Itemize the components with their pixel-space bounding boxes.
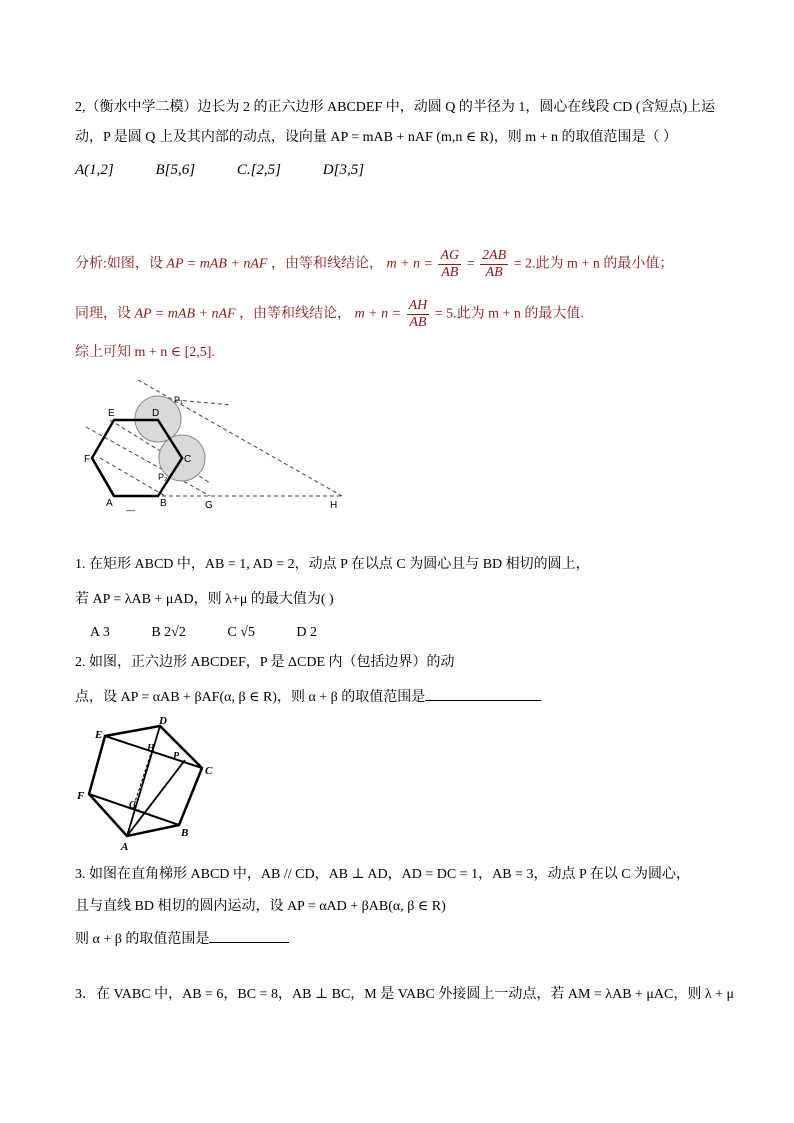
q3-line3: 则 α + β 的取值范围是 [75, 928, 289, 950]
q1-option-b: B 2√2 [151, 625, 186, 640]
problem-statement-line2: 动，P 是圆 Q 上及其内部的动点，设向量 AP = mAB + nAF (m,n ∈ R)，则 m + n 的取值范围是（ ） [75, 130, 677, 145]
q2-line2: 点，设 AP = αAB + βAF(α, β ∈ R)，则 α + β 的取值范围是 [75, 686, 541, 708]
analysis-line2: 同理，设 AP = mAB + nAF ，由等和线结论， m + n = $\frac{AH}{AB}$ = 5.此为 m + n 的最大值. [75, 298, 584, 330]
q1-options [90, 623, 355, 643]
label-p2: P₂ [158, 472, 168, 482]
label-h: H [330, 500, 338, 511]
label-f: F [84, 454, 91, 465]
fraction-2ab-ab: $\frac{2AB}{AB}$ [482, 248, 507, 280]
option-b: B[5,6] [155, 162, 196, 178]
q3-line2: 且与直线 BD 相切的圆内运动，设 AP = αAD + βAB(α, β ∈ R) [75, 899, 446, 914]
q1-line2: 若 AP = λAB + μAD，则 λ+μ 的最大值为( ) [75, 592, 334, 607]
option-a: A(1,2] [75, 162, 114, 178]
label-a2: A [121, 841, 129, 852]
q1-option-c: C √5 [227, 625, 255, 640]
fraction-ah-ab: $\frac{AH}{AB}$ [408, 298, 428, 330]
q3-answer-blank [209, 928, 289, 943]
fraction-ag-ab: $\frac{AG}{AB}$ [440, 248, 460, 280]
hexagon-circles-figure [80, 375, 360, 515]
label-p1: P₁ [174, 395, 184, 405]
option-c: C.[2,5] [236, 162, 282, 178]
q1-option-d: D 2 [296, 625, 318, 640]
q4-line1: 3．在 VABC 中，AB = 6，BC = 8，AB ⊥ BC，M 是 VABC 外接圆上一动点，若 AM = λAB + μAC，则 λ + μ [75, 987, 735, 1002]
label-a: A [106, 498, 113, 509]
label-g2: G [129, 800, 137, 811]
q3-line1: 3. 如图在直角梯形 ABCD 中，AB // CD，AB ⊥ AD，AD = DC = 1，AB = 3，动点 P 在以 C 为圆心， [75, 867, 691, 882]
answer-blank [425, 686, 505, 701]
label-c: C [184, 454, 192, 465]
hexagon2 [89, 726, 202, 836]
label-h2: H [147, 743, 155, 754]
q1-line1: 1. 在矩形 ABCD 中，AB = 1, AD = 2，动点 P 在以点 C 为圆心且与 BD 相切的圆上， [75, 557, 590, 572]
label-b2: B [181, 827, 189, 839]
analysis-conclusion: 综上可知 m + n ∈ [2,5]. [75, 345, 215, 360]
option-d: D[3,5] [322, 162, 365, 178]
label-d: D [152, 408, 160, 419]
label-b: B [160, 498, 167, 509]
label-e: E [108, 408, 115, 419]
analysis-line1: 分析:如图，设 AP = mAB + nAF ，由等和线结论， m + n = $\frac{AG}{AB}$ = $\frac{2AB}{AB}$ = 2.此为 m + n 的最小值； [75, 248, 674, 280]
label-c2: C [205, 765, 213, 777]
problem-statement-line1: 2,（衡水中学二模）边长为 2 的正六边形 ABCDEF 中，动圆 Q 的半径为 1，圆心在线段 CD (含短点)上运 [75, 100, 716, 115]
label-f2: F [77, 790, 85, 802]
hexagon-triangle-figure [75, 712, 225, 852]
label-g: G [205, 500, 213, 511]
vector-expression: AP = mAB + nAF [166, 256, 268, 272]
label-d2: D [159, 715, 167, 727]
q2-line1: 2. 如图，正六边形 ABCDEF，P 是 ΔCDE 内（包括边界）的动 [75, 655, 455, 670]
label-dash: — [126, 505, 135, 515]
q1-option-a: A 3 [90, 625, 110, 640]
problem-options [75, 160, 402, 180]
label-p: P [173, 751, 180, 762]
answer-blank-tail [505, 686, 541, 701]
label-e2: E [95, 729, 103, 741]
